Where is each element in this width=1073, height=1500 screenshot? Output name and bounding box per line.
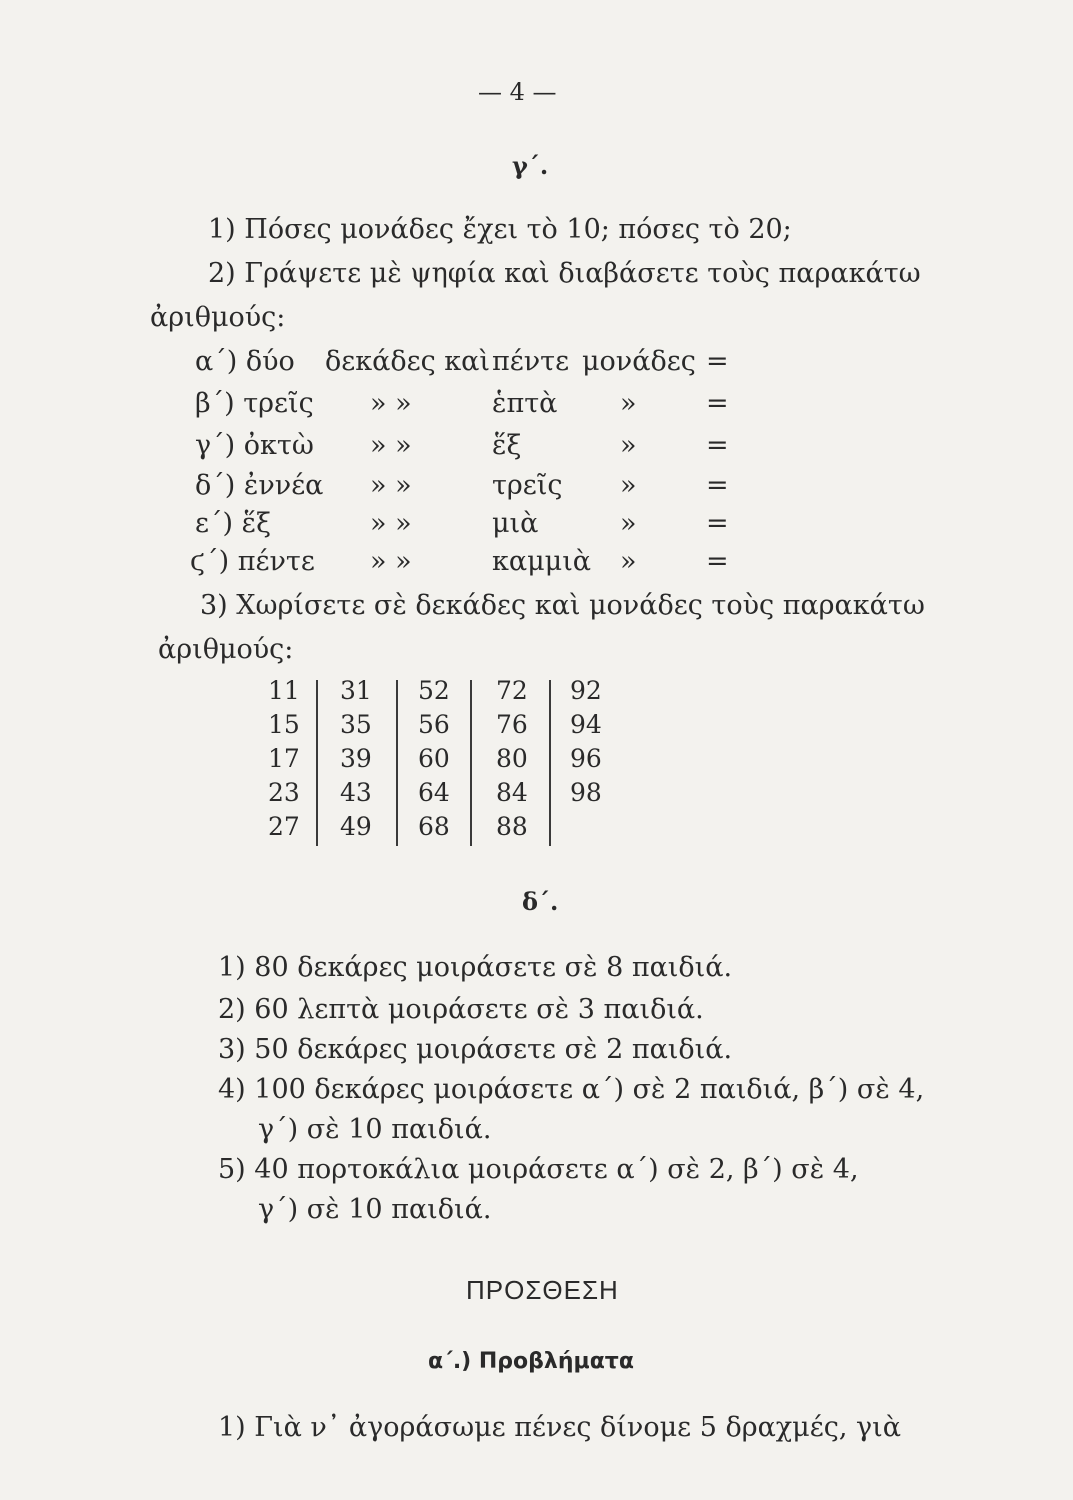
row-equals: = xyxy=(706,388,729,419)
row-tens: » » xyxy=(370,430,412,461)
row-label: γ΄) ὀκτὼ xyxy=(195,430,314,461)
grid-number: 88 xyxy=(496,812,528,841)
grid-number: 56 xyxy=(418,710,450,739)
grid-number: 96 xyxy=(570,744,602,773)
grid-number: 94 xyxy=(570,710,602,739)
division-item-3: 3) 50 δεκάρες μοιράσετε σὲ 2 παιδιά. xyxy=(218,1034,733,1065)
grid-divider xyxy=(549,680,551,846)
row-equals: = xyxy=(706,346,729,377)
division-item-4-line-1: 4) 100 δεκάρες μοιράσετε α΄) σὲ 2 παιδιά, β΄) σὲ 4, xyxy=(218,1074,925,1105)
grid-number: 23 xyxy=(268,778,300,807)
grid-number: 92 xyxy=(570,676,602,705)
grid-divider xyxy=(396,680,398,846)
question-2-line-2: ἀριθμούς: xyxy=(150,302,286,333)
division-item-5-line-1: 5) 40 πορτοκάλια μοιράσετε α΄) σὲ 2, β΄) σὲ 4, xyxy=(218,1154,859,1185)
division-item-2: 2) 60 λεπτὰ μοιράσετε σὲ 3 παιδιά. xyxy=(218,994,704,1025)
row-units: μιὰ xyxy=(492,508,539,539)
row-label: β΄) τρεῖς xyxy=(195,388,314,419)
question-2-line-1: 2) Γράψετε μὲ ψηφία καὶ διαβάσετε τοὺς παρακάτω xyxy=(208,258,921,289)
row-word: » xyxy=(620,388,637,419)
row-tens: δεκάδες καὶ xyxy=(325,346,490,377)
problems-subheading: α΄.) Προβλήματα xyxy=(428,1349,634,1374)
row-tens: » » xyxy=(370,388,412,419)
grid-number: 68 xyxy=(418,812,450,841)
row-equals: = xyxy=(706,470,729,501)
row-tens: » » xyxy=(370,470,412,501)
row-tens: » » xyxy=(370,546,412,577)
grid-number: 15 xyxy=(268,710,300,739)
grid-number: 84 xyxy=(496,778,528,807)
row-word: » xyxy=(620,430,637,461)
addition-heading: ΠΡΟΣΘΕΣΗ xyxy=(466,1275,619,1305)
grid-number: 17 xyxy=(268,744,300,773)
question-3-line-1: 3) Χωρίσετε σὲ δεκάδες καὶ μονάδες τοὺς παρακάτω xyxy=(200,590,925,621)
grid-divider xyxy=(316,680,318,846)
grid-number: 39 xyxy=(340,744,372,773)
division-item-1: 1) 80 δεκάρες μοιράσετε σὲ 8 παιδιά. xyxy=(218,952,733,983)
section-g-title: γ΄. xyxy=(512,151,549,180)
row-word: » xyxy=(620,470,637,501)
row-tens: » » xyxy=(370,508,412,539)
grid-number: 98 xyxy=(570,778,602,807)
row-equals: = xyxy=(706,430,729,461)
grid-number: 80 xyxy=(496,744,528,773)
row-units: ἕξ xyxy=(492,430,522,461)
section-d-title: δ΄. xyxy=(522,887,559,916)
row-word: » xyxy=(620,508,637,539)
question-1: 1) Πόσες μονάδες ἔχει τὸ 10; πόσες τὸ 20; xyxy=(208,214,792,245)
grid-number: 11 xyxy=(268,676,300,705)
row-label: δ΄) ἐννέα xyxy=(195,470,324,501)
division-item-4-line-2: γ΄) σὲ 10 παιδιά. xyxy=(258,1114,492,1145)
grid-number: 31 xyxy=(340,676,372,705)
row-word: μονάδες xyxy=(582,346,696,377)
row-units: τρεῖς xyxy=(492,470,563,501)
page-number: — 4 — xyxy=(478,78,557,106)
grid-number: 49 xyxy=(340,812,372,841)
grid-number: 72 xyxy=(496,676,528,705)
row-equals: = xyxy=(706,508,729,539)
row-word: » xyxy=(620,546,637,577)
grid-number: 60 xyxy=(418,744,450,773)
row-label: ϛ΄) πέντε xyxy=(190,546,315,577)
row-equals: = xyxy=(706,546,729,577)
row-units: καμμιὰ xyxy=(492,546,592,577)
grid-divider xyxy=(470,680,472,846)
row-label: α΄) δύο xyxy=(195,346,295,377)
row-units: ἑπτὰ xyxy=(492,388,558,419)
grid-number: 76 xyxy=(496,710,528,739)
grid-number: 52 xyxy=(418,676,450,705)
row-units: πέντε xyxy=(492,346,570,377)
division-item-5-line-2: γ΄) σὲ 10 παιδιά. xyxy=(258,1194,492,1225)
question-3-line-2: ἀριθμούς: xyxy=(158,634,294,665)
grid-number: 64 xyxy=(418,778,450,807)
row-label: ε΄) ἕξ xyxy=(195,508,271,539)
grid-number: 43 xyxy=(340,778,372,807)
problem-1-text: 1) Γιὰ ν᾽ ἀγοράσωμε πένες δίνομε 5 δραχμές, γιὰ xyxy=(218,1412,901,1443)
grid-number: 35 xyxy=(340,710,372,739)
grid-number: 27 xyxy=(268,812,300,841)
